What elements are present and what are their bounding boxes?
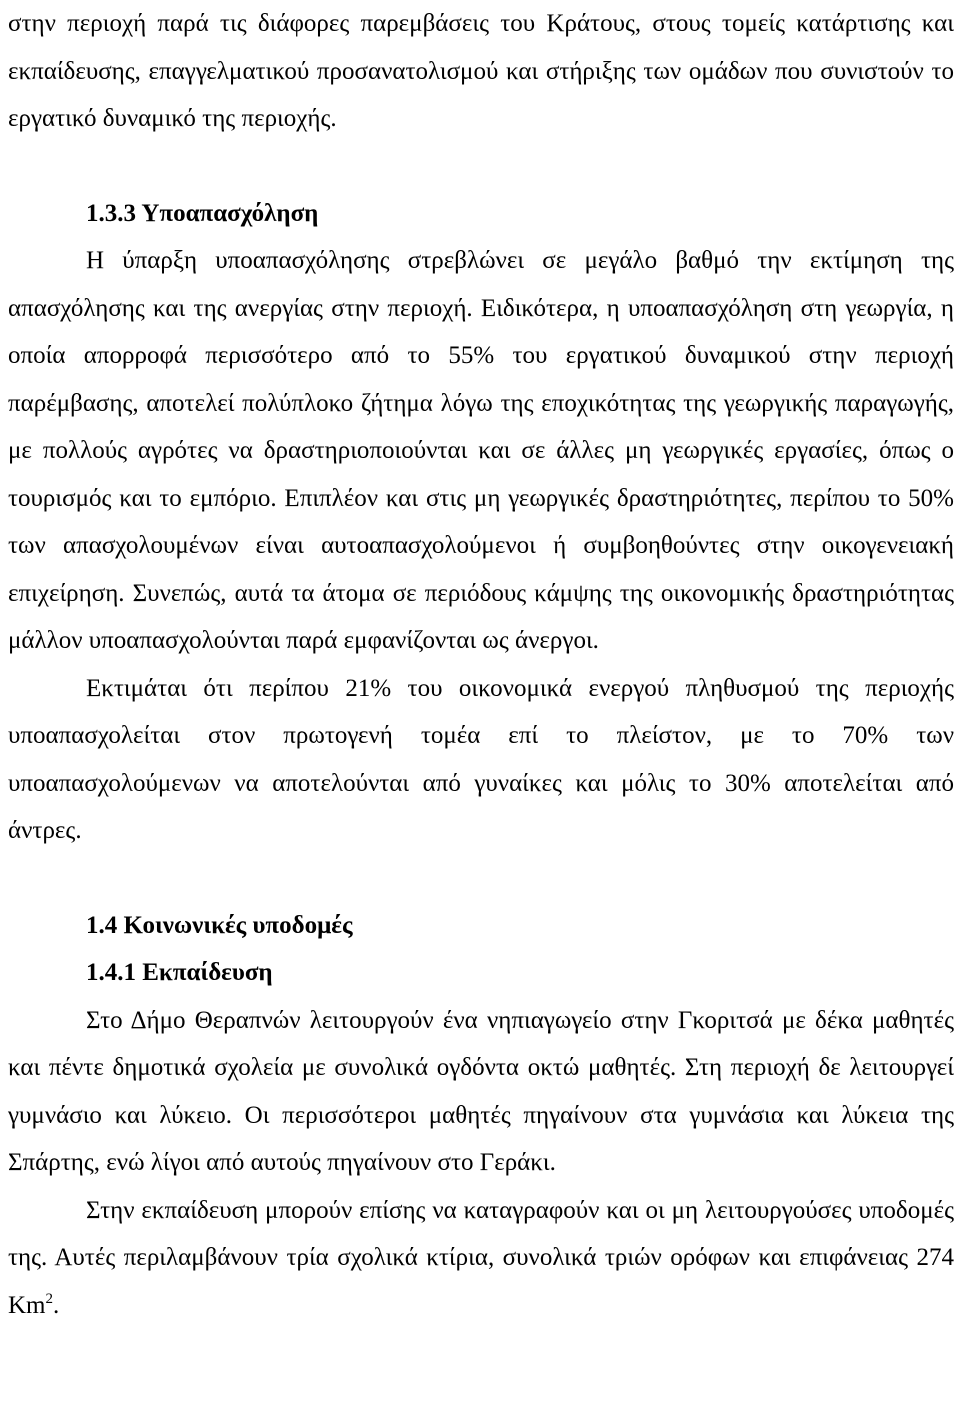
- paragraph-underemployment-2: Εκτιμάται ότι περίπου 21% του οικονομικά ενεργού πληθυσμού της περιοχής υποαπασχολείται στον πρωτογενή τομέα επί το πλείστον, με το 70% των υποαπασχολούμενων να αποτελούνται από γυναίκες και μόλις το 30% αποτελείται από άντρες.: [8, 674, 954, 844]
- paragraph-education-2: [8, 1187, 954, 1330]
- heading-social-infrastructure: 1.4 Κοινωνικές υποδομές: [86, 911, 353, 939]
- superscript-squared: 2: [45, 1290, 53, 1307]
- paragraph-education-1: Στο Δήμο Θεραπνών λειτουργούν ένα νηπιαγωγείο στην Γκοριτσά με δέκα μαθητές και πέντε δημοτικά σχολεία με συνολικά ογδόντα οκτώ μαθητές. Στη περιοχή δε λειτουργεί γυμνάσιο και λύκειο. Οι περισσότεροι μαθητές πηγαίνουν στα γυμνάσια και λύκεια της Σπάρτης, ενώ λίγοι από αυτούς πηγαίνουν στο Γεράκι.: [8, 1006, 954, 1176]
- paragraph-education-2-text: Στην εκπαίδευση μπορούν επίσης να καταγραφούν και οι μη λειτουργούσες υποδομές της. Αυτές περιλαμβάνουν τρία σχολικά κτίρια, συνολικά τριών ορόφων και επιφάνειας 274 Km: [8, 1196, 954, 1319]
- document-page: [8, 0, 954, 1329]
- paragraph-education-2-end: .: [53, 1291, 60, 1319]
- heading-underemployment: 1.3.3 Υποαπασχόληση: [86, 199, 319, 227]
- paragraph-underemployment-1: Η ύπαρξη υποαπασχόλησης στρεβλώνει σε μεγάλο βαθμό την εκτίμηση της απασχόλησης και της ανεργίας στην περιοχή. Ειδικότερα, η υποαπασχόληση στη γεωργία, η οποία απορροφά περισσότερο από το 55% του εργατικού δυναμικού στην περιοχή παρέμβασης, αποτελεί πολύπλοκο ζήτημα λόγω της εποχικότητας της γεωργικής παραγωγής, με πολλούς αγρότες να δραστηριοποιούνται και σε άλλες μη γεωργικές εργασίες, όπως ο τουρισμός και το εμπόριο. Επιπλέον και στις μη γεωργικές δραστηριότητες, περίπου το 50% των απασχολουμένων είναι αυτοαπασχολούμενοι ή συμβοηθούντες στην οικογενειακή επιχείρηση. Συνεπώς, αυτά τα άτομα σε περιόδους κάμψης της οικονομικής δραστηριότητας μάλλον υποαπασχολούνται παρά εμφανίζονται ως άνεργοι.: [8, 247, 954, 654]
- heading-education: 1.4.1 Εκπαίδευση: [86, 959, 273, 986]
- paragraph-intro-continuation: στην περιοχή παρά τις διάφορες παρεμβάσεις του Κράτους, στους τομείς κατάρτισης και εκπαίδευσης, επαγγελματικού προσανατολισμού και στήριξης των ομάδων που συνιστούν το εργατικό δυναμικό της περιοχής.: [8, 10, 954, 132]
